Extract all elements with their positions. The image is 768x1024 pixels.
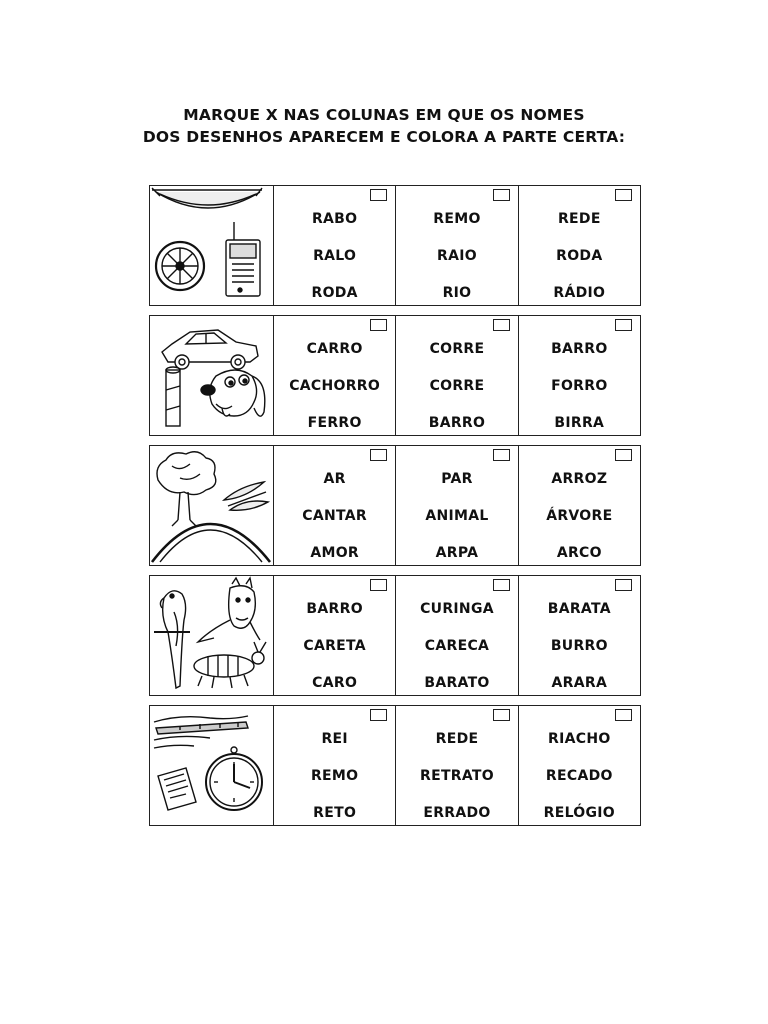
option-word: REMO bbox=[433, 211, 481, 227]
option-column-2-2 bbox=[396, 316, 518, 435]
option-word: PAR bbox=[441, 471, 473, 487]
option-word: ARCO bbox=[556, 545, 602, 561]
option-word: RODA bbox=[556, 248, 603, 264]
option-column-5-2 bbox=[396, 706, 518, 825]
option-column-2-1 bbox=[274, 316, 396, 435]
option-word: CORRE bbox=[429, 341, 485, 357]
instructions-title bbox=[0, 104, 768, 148]
picture-panel-5 bbox=[150, 706, 274, 825]
option-word: REMO bbox=[310, 768, 359, 784]
option-word: RECADO bbox=[545, 768, 613, 784]
option-word: BARRO bbox=[551, 341, 608, 357]
stream-icon bbox=[154, 716, 248, 748]
option-word: RODA bbox=[311, 285, 358, 301]
picture-panel-3 bbox=[150, 446, 274, 565]
option-word: CARETA bbox=[303, 638, 366, 654]
option-column-5-1 bbox=[274, 706, 396, 825]
exercise-row-1 bbox=[149, 185, 641, 306]
option-word: BARATO bbox=[424, 675, 490, 691]
picture-panel-1 bbox=[150, 186, 274, 305]
option-column-3-1 bbox=[274, 446, 396, 565]
dog-icon bbox=[201, 370, 265, 416]
exercise-grid bbox=[149, 185, 641, 835]
option-word: CARRO bbox=[306, 341, 363, 357]
option-column-3-2 bbox=[396, 446, 518, 565]
clock-icon bbox=[206, 747, 262, 810]
donkey-icon bbox=[198, 578, 260, 642]
option-word: CURINGA bbox=[420, 601, 494, 617]
option-word: REDE bbox=[557, 211, 601, 227]
arrows-icon bbox=[224, 482, 268, 510]
option-word: AMOR bbox=[310, 545, 359, 561]
option-word: RABO bbox=[311, 211, 358, 227]
option-word: FERRO bbox=[307, 415, 362, 431]
title-line-1: MARQUE X NAS COLUNAS EM QUE OS NOMES bbox=[183, 106, 585, 124]
answer-checkbox[interactable] bbox=[370, 579, 387, 591]
answer-checkbox[interactable] bbox=[615, 579, 632, 591]
option-column-3-3 bbox=[519, 446, 640, 565]
iron-bar-icon bbox=[166, 367, 180, 426]
answer-checkbox[interactable] bbox=[493, 709, 510, 721]
option-word: ÁRVORE bbox=[546, 508, 613, 524]
answer-checkbox[interactable] bbox=[493, 189, 510, 201]
exercise-row-5 bbox=[149, 705, 641, 826]
answer-checkbox[interactable] bbox=[370, 449, 387, 461]
exercise-row-3 bbox=[149, 445, 641, 566]
option-word: AR bbox=[323, 471, 346, 487]
option-word: CARECA bbox=[424, 638, 490, 654]
radio-icon bbox=[226, 222, 260, 296]
letter-icon bbox=[158, 768, 196, 810]
option-word: RIACHO bbox=[548, 731, 611, 747]
exercise-row-2 bbox=[149, 315, 641, 436]
title-line-2: DOS DESENHOS APARECEM E COLORA A PARTE CERTA: bbox=[142, 128, 626, 146]
answer-checkbox[interactable] bbox=[615, 709, 632, 721]
option-word: ARARA bbox=[551, 675, 608, 691]
option-column-2-3 bbox=[519, 316, 640, 435]
cockroach-icon bbox=[194, 642, 266, 688]
option-word: RIO bbox=[442, 285, 472, 301]
option-word: REDE bbox=[435, 731, 479, 747]
option-word: CARO bbox=[312, 675, 358, 691]
option-column-1-2 bbox=[396, 186, 518, 305]
option-word: RETO bbox=[313, 805, 357, 821]
option-word: REI bbox=[321, 731, 348, 747]
answer-checkbox[interactable] bbox=[615, 449, 632, 461]
answer-checkbox[interactable] bbox=[370, 189, 387, 201]
answer-checkbox[interactable] bbox=[370, 709, 387, 721]
option-word: ARPA bbox=[435, 545, 479, 561]
option-word: CACHORRO bbox=[289, 378, 381, 394]
option-word: ERRADO bbox=[423, 805, 491, 821]
option-column-1-1 bbox=[274, 186, 396, 305]
option-word: CORRE bbox=[429, 378, 485, 394]
rainbow-icon bbox=[152, 524, 270, 562]
answer-checkbox[interactable] bbox=[493, 319, 510, 331]
option-word: BARRO bbox=[428, 415, 486, 431]
option-column-5-3 bbox=[519, 706, 640, 825]
option-word: BURRO bbox=[550, 638, 608, 654]
option-column-4-1 bbox=[274, 576, 396, 695]
wheel-icon bbox=[156, 242, 204, 290]
option-word: BARATA bbox=[547, 601, 611, 617]
option-word: BARRO bbox=[306, 601, 363, 617]
option-word: FORRO bbox=[551, 378, 608, 394]
option-word: RÁDIO bbox=[553, 285, 606, 301]
option-column-4-3 bbox=[519, 576, 640, 695]
tree-icon bbox=[157, 452, 216, 526]
answer-checkbox[interactable] bbox=[615, 319, 632, 331]
hammock-icon bbox=[152, 188, 262, 208]
option-word: CANTAR bbox=[302, 508, 368, 524]
option-column-4-2 bbox=[396, 576, 518, 695]
car-icon bbox=[162, 330, 258, 369]
picture-panel-2 bbox=[150, 316, 274, 435]
option-word: BIRRA bbox=[554, 415, 605, 431]
option-word: RAIO bbox=[437, 248, 477, 264]
answer-checkbox[interactable] bbox=[370, 319, 387, 331]
answer-checkbox[interactable] bbox=[493, 579, 510, 591]
option-word: RELÓGIO bbox=[543, 805, 615, 821]
answer-checkbox[interactable] bbox=[615, 189, 632, 201]
option-column-1-3 bbox=[519, 186, 640, 305]
exercise-row-4 bbox=[149, 575, 641, 696]
option-word: RETRATO bbox=[420, 768, 494, 784]
option-word: ARROZ bbox=[551, 471, 608, 487]
picture-panel-4 bbox=[150, 576, 274, 695]
answer-checkbox[interactable] bbox=[493, 449, 510, 461]
option-word: RALO bbox=[313, 248, 357, 264]
option-word: ANIMAL bbox=[425, 508, 489, 524]
parrot-icon bbox=[154, 591, 190, 688]
